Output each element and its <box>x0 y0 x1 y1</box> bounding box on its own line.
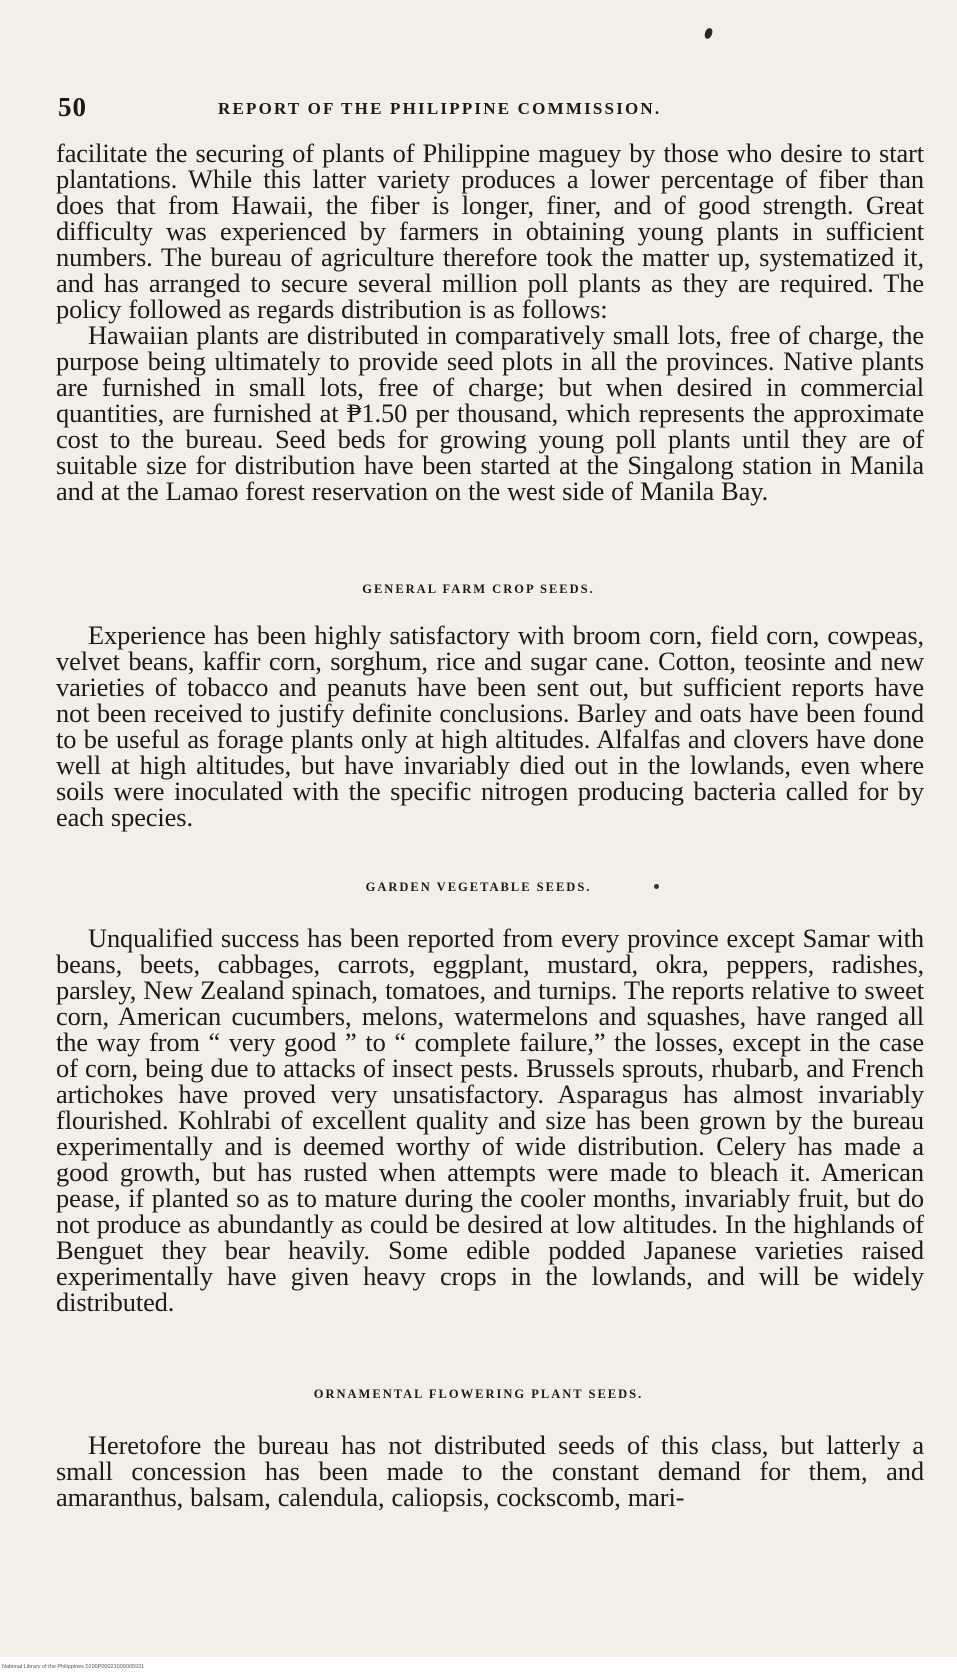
opening-text <box>56 140 924 504</box>
scan-credit: National Library of the Philippines 0100P00021009005931 <box>2 1664 145 1670</box>
paragraph-ornamentals: Heretofore the bureau has not distributed seeds of this class, but latterly a small concession has been made to the constant demand for them, and amaranthus, balsam, calendula, caliopsis, cockscomb, mari- <box>56 1430 924 1512</box>
paragraph-distribution: Hawaiian plants are distributed in comparatively small lots, free of charge, the purpose being ultimately to provide seed plots in all the provinces. Native plants are furnished in small lots, free of charge; but when desired in commercial quantities, are furnished at ₱1.50 per thousand, which represents the approximate cost to the bureau. Seed beds for growing young poll plants until they are of suitable size for distribution have been started at the Singalong station in Manila and at the Lamao forest reservation on the west side of Manila Bay. <box>56 320 924 506</box>
section-general-farm-crop-seeds <box>56 622 924 830</box>
heading-ornamental-flowering-plant-seeds: ORNAMENTAL FLOWERING PLANT SEEDS. <box>313 1387 644 1401</box>
page-header <box>58 92 917 122</box>
section-garden-vegetable-seeds <box>56 925 924 1315</box>
heading-garden-vegetable-seeds: GARDEN VEGETABLE SEEDS. <box>365 880 592 894</box>
section-ornamental-flowering-plant-seeds <box>56 1432 924 1510</box>
ink-speck <box>654 884 659 889</box>
paragraph-vegetables: Unqualified success has been reported from every province except Samar with beans, beets, cabbages, carrots, eggplant, mustard, okra, peppers, radishes, parsley, New Zealand spinach, tomatoes, and turnips. The reports relative to sweet corn, American cucumbers, melons, watermelons and squashes, have ranged all the way from “ very good ” to “ complete failure,” the losses, except in the case of corn, being due to attacks of insect pests. Brussels sprouts, rhubarb, and French artichokes have proved very unsatisfactory. Asparagus has almost invariably flourished. Kohlrabi of excellent quality and size has been grown by the bureau experimentally and is deemed worthy of wide distribution. Celery has made a good growth, but has rusted when attempts were made to bleach it. American pease, if planted so as to mature during the cooler months, invariably fruit, but do not produce as abundantly as could be desired at low altitudes. In the highlands of Benguet they bear heavily. Some edible podded Japanese varieties raised experimentally have given heavy crops in the lowlands, and will be widely distributed. <box>56 923 924 1317</box>
heading-general-farm-crop-seeds: GENERAL FARM CROP SEEDS. <box>362 582 595 596</box>
footer-strip <box>0 1657 957 1673</box>
running-head: REPORT OF THE PHILIPPINE COMMISSION. <box>218 99 662 118</box>
page-number: 50 <box>58 92 87 122</box>
paragraph-farm-crops: Experience has been highly satisfactory with broom corn, field corn, cowpeas, velvet beans, kaffir corn, sorghum, rice and sugar cane. Cotton, teosinte and new varieties of tobacco and peanuts have been sent out, but sufficient reports have not been received to justify definite conclusions. Barley and oats have been found to be useful as forage plants only at high altitudes. Alfalfas and clovers have done well at high altitudes, but have invariably died out in the lowlands, even where soils were inoculated with the specific nitrogen producing bacteria called for by each species. <box>56 620 924 832</box>
ink-speck <box>703 27 713 40</box>
paragraph-maguey: facilitate the securing of plants of Philippine maguey by those who desire to start plantations. While this latter variety produces a lower percentage of fiber than does that from Hawaii, the fiber is longer, finer, and of good strength. Great difficulty was experienced by farmers in obtaining young plants in sufficient numbers. The bureau of agriculture therefore took the matter up, systematized it, and has arranged to secure several million poll plants as they are required. The policy followed as regards distribution is as follows: <box>56 138 924 324</box>
